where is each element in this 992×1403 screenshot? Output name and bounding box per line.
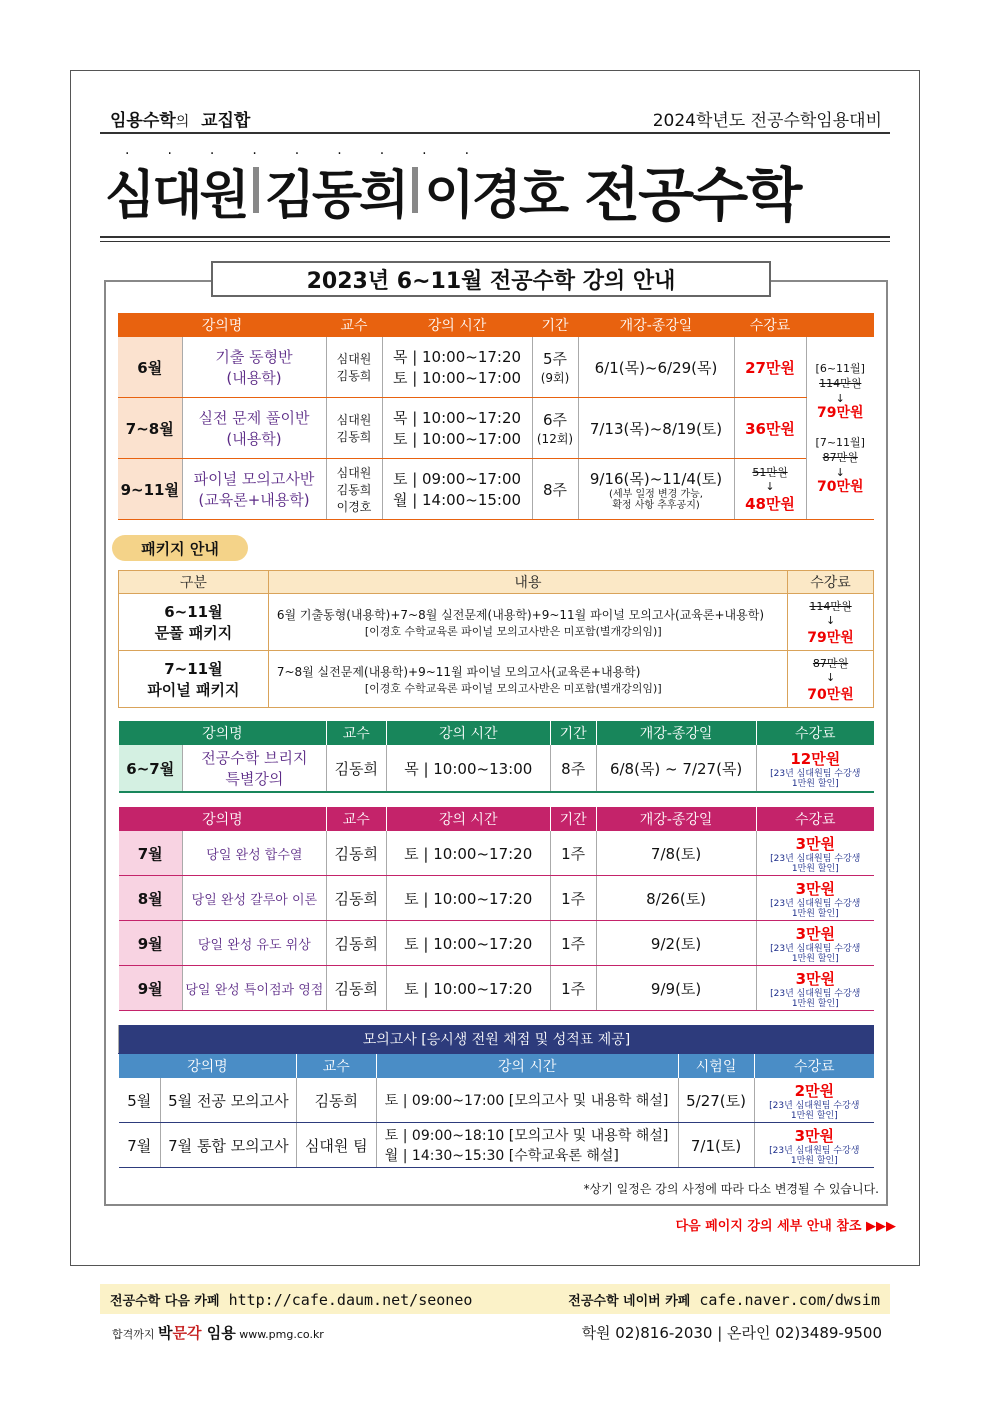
col-fee: 수강료 (756, 721, 874, 745)
fee-value: 3만원 (795, 879, 835, 898)
dates-main: 9/16(목)~11/4(토) (589, 469, 723, 488)
title-dots: ········· (125, 146, 508, 162)
package-months: 6~11월 (164, 603, 223, 621)
col-time: 강의 시간 (382, 313, 532, 337)
row-month: 7~8월 (118, 398, 182, 459)
time-line: 목 | 10:00~17:20 (392, 348, 522, 366)
header-right: 2024학년도 전공수학임용대비 (652, 111, 882, 131)
lecture-time: 목 | 10:00~13:00 (386, 745, 550, 792)
professor: 김동희 (296, 1078, 376, 1123)
col-course: 강의명 (119, 1054, 297, 1079)
col-prof: 교수 (326, 807, 386, 831)
package-content (268, 594, 787, 651)
col-time: 강의 시간 (376, 1054, 678, 1079)
fee-value: 3만원 (794, 1126, 834, 1145)
brand-slogan: 합격까지 (112, 1328, 155, 1341)
package-fee (788, 651, 874, 708)
course-sub: 특별강의 (225, 770, 284, 788)
fee (754, 1123, 874, 1168)
header-left-sub: 의 (175, 114, 190, 130)
package-note: [이경호 수학교육론 파이널 모의고사반은 미포함(별개강의임)] (364, 681, 662, 695)
col-prof: 교수 (296, 1054, 376, 1079)
dates: 9/2(토) (596, 921, 756, 966)
fee (756, 966, 874, 1011)
lecture-time: 토 | 10:00~17:20 (386, 966, 550, 1011)
mock-exam-caption: 모의고사 [응시생 전원 채점 및 성적표 제공] (119, 1025, 875, 1054)
col-time: 강의 시간 (386, 721, 550, 745)
row-month: 6월 (118, 337, 182, 398)
dates: 6/1(목)~6/29(목) (578, 337, 734, 398)
dates: 6/8(목) ~ 7/27(목) (596, 745, 756, 792)
arrow-down-icon: ↓ (825, 613, 836, 627)
subject-title: 전공수학 (584, 161, 801, 229)
fee-new: 70만원 (807, 686, 854, 703)
title-rule (100, 236, 890, 238)
fee-discount-note: [23년 심대원팀 수강생 1만원 할인] (770, 768, 861, 789)
course-name: 당일 완성 합수열 (182, 831, 326, 876)
table-row (119, 831, 875, 876)
course-sub: (내용학) (226, 430, 282, 448)
table-row (119, 1078, 875, 1123)
lecture-time: 토 | 10:00~17:20 (386, 876, 550, 921)
course-sub: (교육론+내용학) (198, 491, 310, 509)
table-header (118, 313, 874, 337)
table-header (119, 807, 875, 831)
package-fee (788, 594, 874, 651)
course-sub: (내용학) (226, 369, 282, 387)
col-fee: 수강료 (754, 1054, 874, 1079)
lecture-time (376, 1078, 678, 1123)
table-row (119, 966, 875, 1011)
package-title: 문풀 패키지 (154, 624, 233, 642)
period-weeks: 6주 (542, 411, 568, 429)
period: 8주 (532, 459, 578, 520)
title-rule-thin (100, 241, 890, 242)
table-row (119, 594, 874, 651)
row-month: 9월 (119, 966, 183, 1011)
period-weeks: 5주 (542, 350, 568, 368)
course-title: 기출 동형반 (215, 348, 293, 366)
period: 1주 (550, 831, 596, 876)
naver-label: 전공수학 네이버 카페 (568, 1293, 691, 1309)
fee (754, 1078, 874, 1123)
col-period: 기간 (532, 313, 578, 337)
professor: 김동희 (326, 876, 386, 921)
instructor-3: 이경호 (424, 165, 567, 226)
dates (578, 459, 734, 520)
course-name: 당일 완성 특이점과 영점 (182, 966, 326, 1011)
dates: 9/9(토) (596, 966, 756, 1011)
row-month: 5월 (119, 1078, 161, 1123)
row-month: 9~11월 (118, 459, 182, 520)
fee-discount-note: [23년 심대원팀 수강생 1만원 할인] (770, 988, 861, 1009)
professor: 심대원 김동희 (326, 398, 382, 459)
lecture-box-title: 2023년 6~11월 전공수학 강의 안내 (211, 261, 771, 297)
fee-discount-note: [23년 심대원팀 수강생 1만원 할인] (769, 1100, 860, 1121)
row-month: 7월 (119, 831, 183, 876)
daum-label: 전공수학 다음 카페 (110, 1293, 220, 1309)
package-content (268, 651, 787, 708)
period-sessions: (12회) (536, 432, 574, 446)
period: 1주 (550, 921, 596, 966)
dates-note: (세부 일정 변경 가능, 확정 사항 추후공지) (609, 488, 703, 511)
fee (756, 876, 874, 921)
package-name (119, 594, 269, 651)
professor: 김동희 (326, 921, 386, 966)
course-title: 실전 문제 풀이반 (198, 409, 310, 427)
arrow-down-icon: ↓ (835, 392, 845, 405)
row-month: 8월 (119, 876, 183, 921)
fee (756, 745, 874, 792)
period (532, 398, 578, 459)
table-header (119, 1054, 875, 1079)
col-prof: 교수 (326, 721, 386, 745)
col-period: 기간 (550, 721, 596, 745)
lecture-time (382, 398, 532, 459)
arrow-down-icon: ↓ (835, 466, 845, 479)
col-content: 내용 (268, 571, 787, 594)
pkg-a-old: 114만원 (819, 377, 862, 390)
page-title (105, 150, 890, 230)
professor: 심대원 김동희 (326, 337, 382, 398)
table-row (119, 651, 874, 708)
table-header (119, 721, 875, 745)
course-name (182, 459, 326, 520)
fee-discount-note: [23년 심대원팀 수강생 1만원 할인] (770, 943, 861, 964)
fee-value: 3만원 (795, 834, 835, 853)
table-row (118, 459, 874, 520)
arrow-down-icon: ↓ (825, 670, 836, 684)
col-course: 강의명 (118, 313, 326, 337)
row-month: 9월 (119, 921, 183, 966)
contact-phones: 학원 02)816-2030 | 온라인 02)3489-9500 (581, 1324, 882, 1342)
package-months: 7~11월 (164, 660, 223, 678)
pkg-b-old: 87만원 (822, 451, 858, 464)
course-name (182, 745, 326, 792)
brand-name (158, 1324, 236, 1342)
naver-cafe (568, 1290, 880, 1309)
course-name (182, 337, 326, 398)
next-page-link[interactable]: 다음 페이지 강의 세부 안내 참조 ▶▶▶ (675, 1219, 896, 1234)
period (532, 337, 578, 398)
col-fee: 수강료 (734, 313, 806, 337)
professor: 김동희 (326, 745, 386, 792)
package-price-cell (806, 337, 874, 520)
table-header (119, 571, 874, 594)
brand-site[interactable]: www.pmg.co.kr (239, 1328, 324, 1341)
course-name: 5월 전공 모의고사 (160, 1078, 296, 1123)
daum-url[interactable]: http://cafe.daum.net/seoneo (228, 1290, 473, 1309)
col-pkg (806, 313, 874, 337)
period: 1주 (550, 876, 596, 921)
course-title: 전공수학 브리지 (201, 749, 308, 767)
package-name (119, 651, 269, 708)
professor: 심대원 김동희 이경호 (326, 459, 382, 520)
time-line: 토 | 10:00~17:00 (392, 369, 522, 387)
course-name: 당일 완성 유도 위상 (182, 921, 326, 966)
oneday-course-table (118, 807, 874, 1011)
brand-part: 박 (158, 1324, 173, 1342)
course-title: 파이널 모의고사반 (193, 470, 315, 488)
period: 1주 (550, 966, 596, 1011)
brand-logo (112, 1322, 324, 1343)
mock-exam-table (118, 1025, 874, 1168)
lecture-time (382, 337, 532, 398)
pkg-a-new: 79만원 (816, 405, 864, 421)
fee (756, 921, 874, 966)
col-dates: 개강-종강일 (578, 313, 734, 337)
col-course: 강의명 (119, 807, 327, 831)
exam-date: 7/1(토) (678, 1123, 754, 1168)
col-time: 강의 시간 (386, 807, 550, 831)
table-row (118, 337, 874, 398)
package-tag: 패키지 안내 (112, 535, 248, 561)
title-separator (412, 167, 418, 213)
professor: 김동희 (326, 966, 386, 1011)
package-note: [이경호 수학교육론 파이널 모의고사반은 미포함(별개강의임)] (364, 624, 662, 638)
col-dates: 개강-종강일 (596, 807, 756, 831)
fee-value: 2만원 (794, 1081, 834, 1100)
course-name: 당일 완성 갈루아 이론 (182, 876, 326, 921)
package-title: 파이널 패키지 (147, 681, 240, 699)
fee-old: 87만원 (812, 656, 849, 670)
fee-value: 3만원 (795, 924, 835, 943)
professor: 심대원 팀 (296, 1123, 376, 1168)
col-date: 시험일 (678, 1054, 754, 1079)
col-course: 강의명 (119, 721, 327, 745)
time-line: 토 | 09:00~18:10 [모의고사 및 내용학 해설] (384, 1128, 669, 1144)
header-left-main: 임용수학 (110, 111, 176, 131)
header-left (110, 106, 250, 131)
lecture-time: 토 | 10:00~17:20 (386, 831, 550, 876)
time-line: 토 | 09:00~17:00 (392, 470, 522, 488)
col-fee: 수강료 (788, 571, 874, 594)
col-period: 기간 (550, 807, 596, 831)
instructor-2: 김동희 (264, 165, 407, 226)
fee-discount-note: [23년 심대원팀 수강생 1만원 할인] (769, 1145, 860, 1166)
fee-value: 3만원 (795, 969, 835, 988)
fee-new: 79만원 (807, 629, 854, 646)
time-line: 월 | 14:00~15:00 (392, 491, 522, 509)
period-sessions: (9회) (540, 371, 570, 385)
header-left-tail: 교집합 (201, 111, 251, 131)
schedule-note: *상기 일정은 강의 사정에 따라 다소 변경될 수 있습니다. (583, 1182, 879, 1196)
dates: 8/26(토) (596, 876, 756, 921)
header-rule (100, 132, 890, 134)
course-name: 7월 통합 모의고사 (160, 1123, 296, 1168)
table-caption (119, 1025, 875, 1054)
package-desc: 6월 기출동형(내용학)+7~8월 실전문제(내용학)+9~11월 파이널 모의고사(교육론+내용학) (276, 607, 765, 622)
fee (756, 831, 874, 876)
professor: 김동희 (326, 831, 386, 876)
dates: 7/13(목)~8/19(토) (578, 398, 734, 459)
fee-old: 114만원 (809, 599, 852, 613)
package-desc: 7~8월 실전문제(내용학)+9~11월 파이널 모의고사(교육론+내용학) (276, 664, 641, 679)
package-table (118, 570, 874, 708)
period: 8주 (550, 745, 596, 792)
daum-cafe (110, 1290, 472, 1309)
course-name (182, 398, 326, 459)
table-row (118, 398, 874, 459)
row-month: 6~7월 (119, 745, 183, 792)
lecture-time (382, 459, 532, 520)
fee: 36만원 (734, 398, 806, 459)
table-row (119, 921, 875, 966)
fee-new: 48만원 (745, 495, 795, 513)
fee (734, 459, 806, 520)
lecture-time (376, 1123, 678, 1168)
fee-value: 12만원 (790, 749, 841, 768)
time-line: 토 | 10:00~17:00 (392, 430, 522, 448)
col-category: 구분 (119, 571, 269, 594)
time-line: 목 | 10:00~17:20 (392, 409, 522, 427)
instructor-1: 심대원 (105, 165, 247, 226)
fee: 27만원 (734, 337, 806, 398)
time-line: 월 | 14:30~15:30 [수학교육론 해설] (384, 1148, 619, 1164)
table-row (119, 876, 875, 921)
fee-discount-note: [23년 심대원팀 수강생 1만원 할인] (770, 853, 861, 874)
row-month: 7월 (119, 1123, 161, 1168)
fee-old: 51만원 (752, 466, 788, 479)
title-separator (253, 167, 259, 213)
main-course-table (118, 313, 874, 520)
naver-url[interactable]: cafe.naver.com/dwsim (699, 1290, 880, 1309)
brand-part: 임용 (201, 1324, 236, 1342)
lecture-time: 토 | 10:00~17:20 (386, 921, 550, 966)
col-dates: 개강-종강일 (596, 721, 756, 745)
arrow-down-icon: ↓ (765, 480, 775, 493)
table-row (119, 1123, 875, 1168)
pkg-b-new: 70만원 (816, 479, 864, 495)
fee-discount-note: [23년 심대원팀 수강생 1만원 할인] (770, 898, 861, 919)
brand-part-accent: 문각 (172, 1324, 202, 1342)
exam-date: 5/27(토) (678, 1078, 754, 1123)
pkg-b-label: [7~11월] (815, 436, 865, 449)
time-line: 토 | 09:00~17:00 [모의고사 및 내용학 해설] (384, 1093, 669, 1109)
table-row (119, 745, 875, 792)
col-fee: 수강료 (756, 807, 874, 831)
cafe-links-bar (100, 1284, 890, 1314)
dates: 7/8(토) (596, 831, 756, 876)
pkg-a-label: [6~11월] (815, 362, 865, 375)
col-prof: 교수 (326, 313, 382, 337)
bridge-course-table (118, 721, 874, 793)
